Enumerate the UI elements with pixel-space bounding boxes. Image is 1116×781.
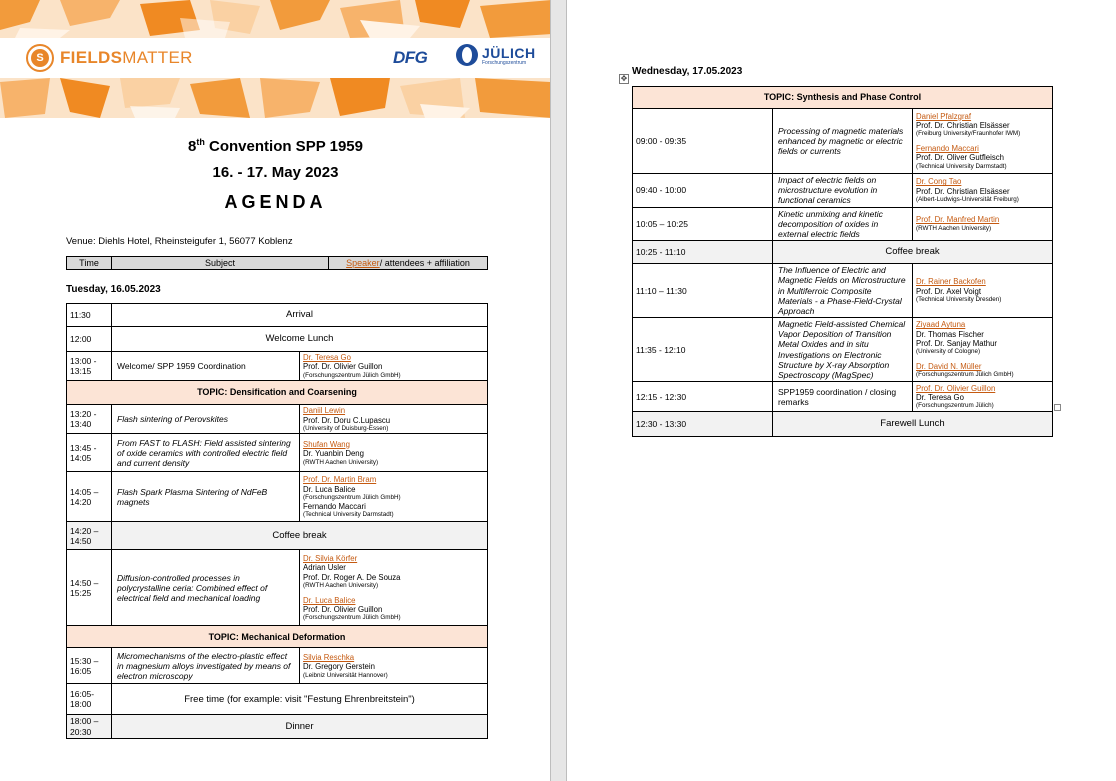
table-resize-handle[interactable] [1054,404,1061,411]
decorative-banner-bottom [0,78,551,118]
juelich-logo: JÜLICH Forschungszentrum [456,44,536,66]
subject-cell: The Influence of Electric and Magnetic Fields on Microstructure in Multiferroic Composite Materials - a Phase-Field-Crystal Approach [773,264,913,318]
schedule-row [67,522,488,550]
affiliation: (Technical University Darmstadt) [303,510,394,518]
decorative-banner-top [0,0,551,38]
session-cell: Arrival [112,304,488,327]
schedule-row [633,382,1053,412]
schedule-row [633,264,1053,318]
schedule-row [67,327,488,352]
speaker-name[interactable]: Prof. Dr. Martin Bram [303,475,377,485]
affiliation: (Forschungszentrum Jülich GmbH) [303,371,401,379]
subject-cell: Processing of magnetic materials enhanced by magnetic or electric fields or currents [773,109,913,174]
speaker-name[interactable]: Dr. Luca Balice [303,595,356,605]
subject-cell: Micromechanisms of the electro-plastic effect in magnesium alloys investigated by means of electron microscopy [112,648,300,684]
speaker-cell [913,264,1053,318]
session-cell: Coffee break [112,522,488,550]
affiliation: (University of Cologne) [916,348,981,356]
attendee-name: Prof. Dr. Christian Elsässer [916,121,1010,131]
speaker-cell [913,207,1053,241]
subject-cell: Diffusion-controlled processes in polycrystalline ceria: Combined effect of electrical field and mechanical loading [112,550,300,626]
speaker-cell [913,382,1053,412]
attendee-name: Dr. Gregory Gerstein [303,662,375,672]
speaker-cell [913,109,1053,174]
time-cell: 15:30 – 16:05 [67,648,112,684]
topic-row [67,626,488,648]
time-cell: 09:00 - 09:35 [633,109,773,174]
time-cell: 14:05 – 14:20 [67,472,112,522]
column-subject: Subject [112,257,329,270]
time-cell: 11:35 - 12:10 [633,318,773,382]
subject-cell: From FAST to FLASH: Field assisted sintering of oxide ceramics with controlled electric field and current density [112,434,300,472]
time-cell: 10:25 - 11:10 [633,241,773,264]
schedule-row [633,318,1053,382]
column-speaker: Speaker/ attendees + affiliation [329,257,488,270]
time-cell: 09:40 - 10:00 [633,174,773,208]
schedule-row [633,109,1053,174]
attendee-name: Prof. Dr. Oliver Gutfleisch [916,153,1004,163]
speaker-name[interactable]: Daniil Lewin [303,406,346,416]
schedule-row [633,412,1053,437]
session-cell: Welcome Lunch [112,327,488,352]
affiliation: (RWTH Aachen University) [916,224,992,232]
session-cell: Coffee break [773,241,1053,264]
affiliation: (RWTH Aachen University) [303,582,379,590]
day1-schedule-table [66,303,488,739]
speaker-name[interactable]: Prof. Dr. Manfred Martin [916,215,1000,225]
schedule-row [67,715,488,738]
affiliation: (University of Duisburg-Essen) [303,424,389,432]
attendee-name: Dr. Yuanbin Deng [303,449,364,459]
topic-row [67,381,488,405]
attendee-name: Prof. Dr. Olivier Guillon [303,604,383,614]
schedule-row [67,304,488,327]
day2-title: Wednesday, 17.05.2023 [632,66,743,77]
topic-row [633,87,1053,109]
fieldsmatter-icon: S [26,44,54,72]
time-cell: 12:15 - 12:30 [633,382,773,412]
affiliation: (Leibniz Universität Hannover) [303,671,388,679]
attendee-name: Fernando Maccari [303,501,366,511]
schedule-row [67,434,488,472]
time-cell: 11:30 [67,304,112,327]
time-cell: 14:50 – 15:25 [67,550,112,626]
speaker-name[interactable]: Shufan Wang [303,439,350,449]
speaker-cell [300,648,488,684]
schedule-row [67,648,488,684]
attendee-name: Prof. Dr. Sanjay Mathur [916,339,998,349]
topic-heading: TOPIC: Mechanical Deformation [67,626,488,648]
affiliation: (Forschungszentrum Jülich GmbH) [916,371,1014,379]
speaker-cell [913,174,1053,208]
juelich-icon [456,44,478,66]
affiliation: (Forschungszentrum Jülich) [916,402,994,410]
schedule-row [67,550,488,626]
time-cell: 12:00 [67,327,112,352]
speaker-name[interactable]: Dr. Cong Tao [916,177,962,187]
dfg-logo: DFG [393,48,428,67]
document-page-2 [566,0,1116,781]
subject-cell: Flash sintering of Perovskites [112,405,300,434]
speaker-name[interactable]: Dr. David N. Müller [916,361,982,371]
speaker-name[interactable]: Dr. Rainer Backofen [916,277,986,287]
speaker-name[interactable]: Dr. Silvia Körfer [303,554,358,564]
topic-heading: TOPIC: Densification and Coarsening [67,381,488,405]
speaker-cell [913,318,1053,382]
affiliation: (Albert-Ludwigs-Universität Freiburg) [916,195,1019,203]
logo-row [0,38,551,78]
affiliation: (RWTH Aachen University) [303,458,379,466]
subject-cell: Kinetic unmixing and kinetic decomposition of oxides in external electric fields [773,207,913,241]
time-cell: 14:20 – 14:50 [67,522,112,550]
speaker-name[interactable]: Daniel Pfalzgraf [916,111,972,121]
attendee-name: Prof. Dr. Doru C.Lupascu [303,415,391,425]
speaker-name[interactable]: Silvia Reschka [303,652,355,662]
affiliation: (Technical University Dresden) [916,296,1002,304]
agenda-heading: AGENDA [224,192,327,212]
speaker-name[interactable]: Prof. Dr. Olivier Guillon [916,383,996,393]
session-cell: Farewell Lunch [773,412,1053,437]
document-page-1 [0,0,551,781]
time-cell: 18:00 – 20:30 [67,715,112,738]
speaker-cell [300,434,488,472]
speaker-name[interactable]: Ziyaad Aytuna [916,320,966,330]
session-cell: Dinner [112,715,488,738]
attendee-name: Prof. Dr. Christian Elsässer [916,186,1010,196]
speaker-name[interactable]: Fernando Maccari [916,144,979,153]
attendee-name: Dr. Thomas Fischer [916,329,984,339]
time-cell: 13:00 - 13:15 [67,352,112,381]
schedule-row [633,174,1053,208]
speaker-cell [300,472,488,522]
day2-schedule-table [632,86,1053,437]
affiliation: (Technical University Darmstadt) [916,162,1007,170]
attendee-name: Prof. Dr. Axel Voigt [916,286,982,296]
affiliation: (Forschungszentrum Jülich GmbH) [303,494,401,502]
venue-text: Venue: Diehls Hotel, Rheinsteigufer 1, 56077 Koblenz [66,236,293,247]
subject-cell: Impact of electric fields on microstructure evolution in functional ceramics [773,174,913,208]
speaker-name[interactable]: Dr. Teresa Go [303,353,351,362]
attendee-name: Prof. Dr. Roger A. De Souza [303,572,401,582]
column-time: Time [67,257,112,270]
schedule-row [67,405,488,434]
time-cell: 13:45 - 14:05 [67,434,112,472]
session-cell: Free time (for example: visit "Festung Ehrenbreitstein") [112,684,488,715]
subject-cell: Flash Spark Plasma Sintering of NdFeB magnets [112,472,300,522]
schedule-row [633,241,1053,264]
time-cell: 16:05- 18:00 [67,684,112,715]
column-header-table [66,256,488,270]
speaker-cell [300,352,488,381]
speaker-cell [300,405,488,434]
convention-title: 8th Convention SPP 1959 [188,137,363,155]
schedule-row [67,684,488,715]
schedule-row [67,352,488,381]
subject-cell: SPP1959 coordination / closing remarks [773,382,913,412]
attendee-name: Prof. Dr. Olivier Guillon [303,362,383,372]
attendee-name: Dr. Luca Balice [303,484,356,494]
affiliation: (Freiburg University/Fraunhofer IWM) [916,130,1021,138]
speaker-cell [300,550,488,626]
time-cell: 12:30 - 13:30 [633,412,773,437]
fieldsmatter-logo: S FIELDSMATTER [26,44,193,72]
day1-title: Tuesday, 16.05.2023 [66,284,161,295]
time-cell: 13:20 - 13:40 [67,405,112,434]
convention-dates: 16. - 17. May 2023 [212,164,339,181]
subject-cell: Magnetic Field-assisted Chemical Vapor Deposition of Transition Metal Oxides and in situ Investigations on Electronic Structure by X-ray Absorption Spectroscopy (MagSpec) [773,318,913,382]
attendee-name: Adrian Usler [303,563,346,573]
schedule-row [67,472,488,522]
table-move-handle-icon[interactable]: ✥ [620,74,628,83]
topic-heading: TOPIC: Synthesis and Phase Control [633,87,1053,109]
time-cell: 11:10 – 11:30 [633,264,773,318]
time-cell: 10:05 – 10:25 [633,207,773,241]
subject-cell: Welcome/ SPP 1959 Coordination [112,352,300,381]
attendee-name: Dr. Teresa Go [916,392,964,402]
schedule-row [633,207,1053,241]
affiliation: (Forschungszentrum Jülich GmbH) [303,614,401,622]
